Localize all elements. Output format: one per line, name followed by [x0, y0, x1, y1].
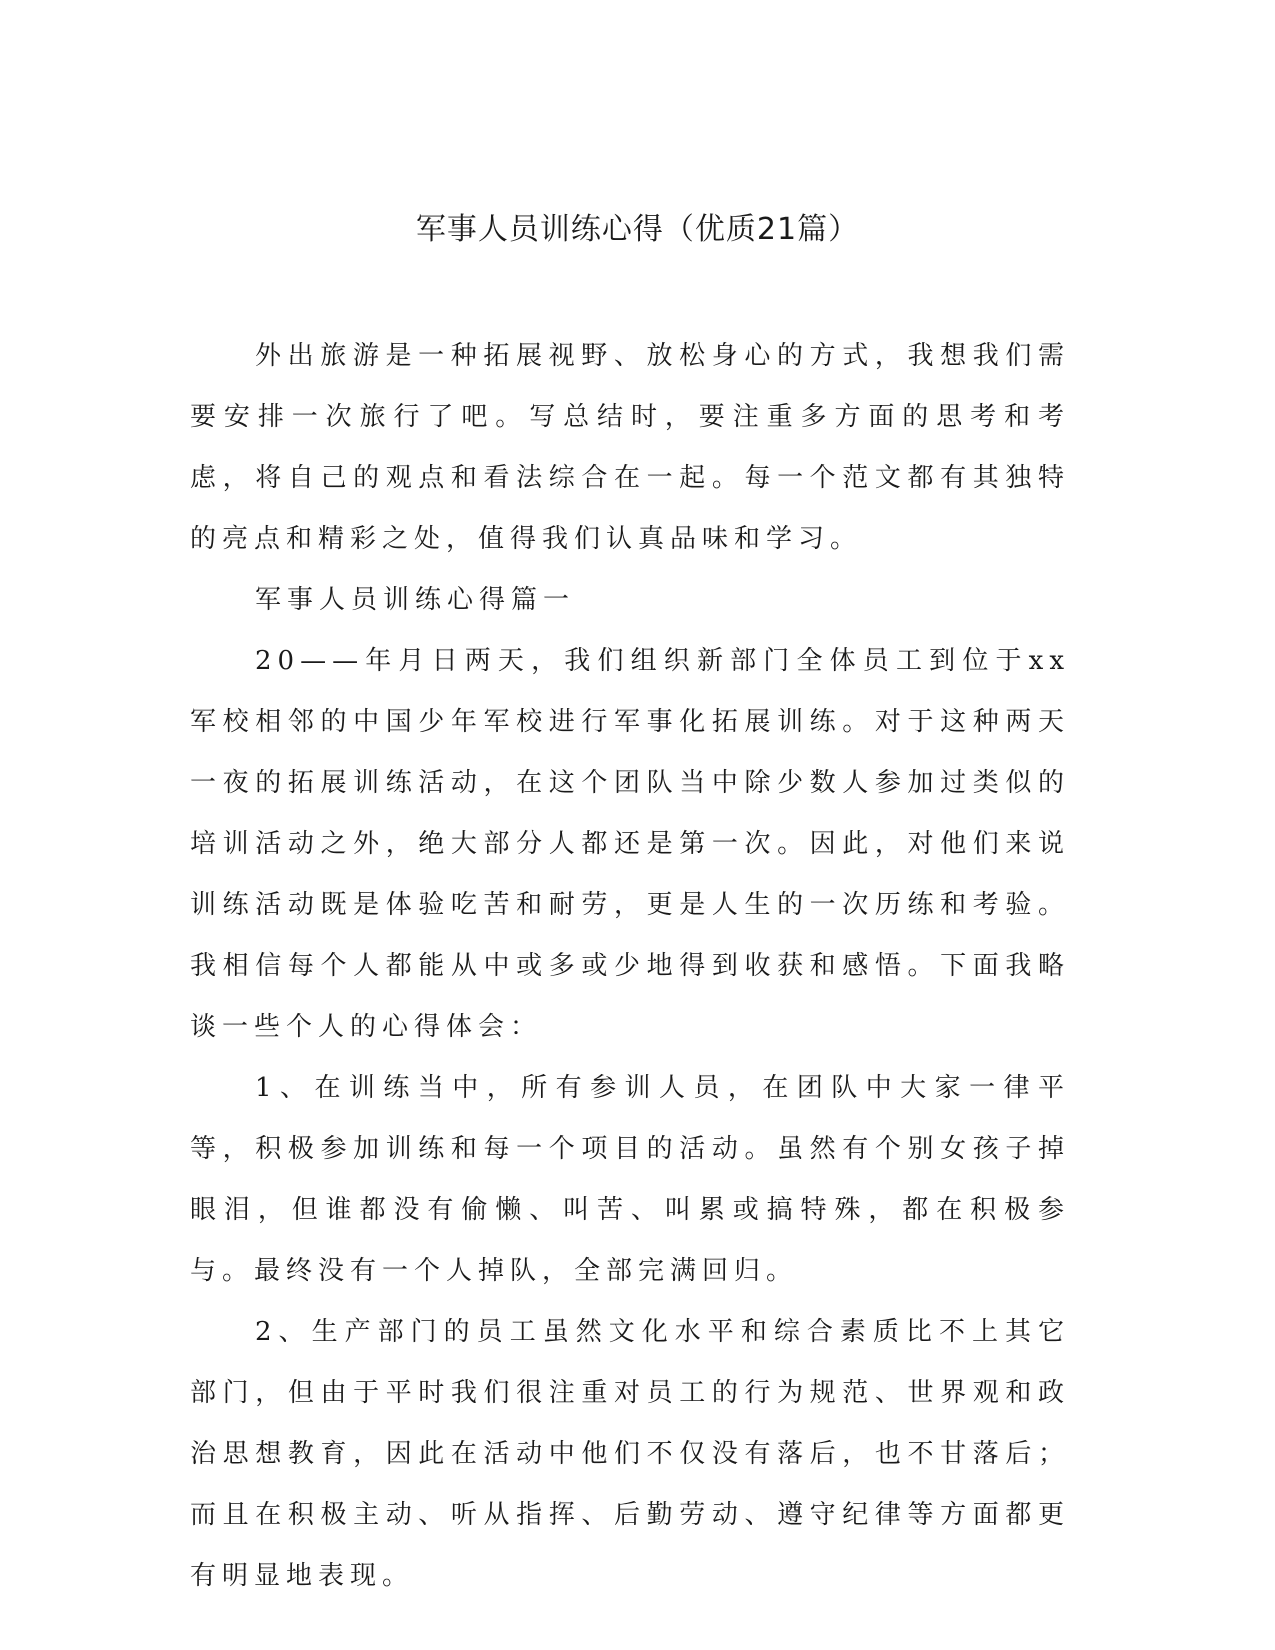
document-body	[190, 326, 1070, 1607]
intro-paragraph: 外出旅游是一种拓展视野、放松身心的方式，我想我们需要安排一次旅行了吧。写总结时，要注重多方面的思考和考虑，将自己的观点和看法综合在一起。每一个范文都有其独特的亮点和精彩之处，值得我们认真品味和学习。	[190, 341, 1070, 554]
body-paragraph: 2、生产部门的员工虽然文化水平和综合素质比不上其它部门，但由于平时我们很注重对员工的行为规范、世界观和政治思想教育，因此在活动中他们不仅没有落后，也不甘落后；而且在积极主动、听从指挥、后勤劳动、遵守纪律等方面都更有明显地表现。	[190, 1317, 1070, 1591]
section-heading: 军事人员训练心得篇一	[255, 585, 576, 615]
body-paragraph: 1、在训练当中，所有参训人员，在团队中大家一律平等，积极参加训练和每一个项目的活动。虽然有个别女孩子掉眼泪，但谁都没有偷懒、叫苦、叫累或搞特殊，都在积极参与。最终没有一个人掉队，全部完满回归。	[190, 1073, 1070, 1286]
document-title: 军事人员训练心得（优质21篇）	[415, 212, 860, 247]
body-paragraph: 20——年月日两天，我们组织新部门全体员工到位于xx军校相邻的中国少年军校进行军事化拓展训练。对于这种两天一夜的拓展训练活动，在这个团队当中除少数人参加过类似的培训活动之外，绝大部分人都还是第一次。因此，对他们来说训练活动既是体验吃苦和耐劳，更是人生的一次历练和考验。我相信每个人都能从中或多或少地得到收获和感悟。下面我略谈一些个人的心得体会：	[190, 646, 1070, 1042]
